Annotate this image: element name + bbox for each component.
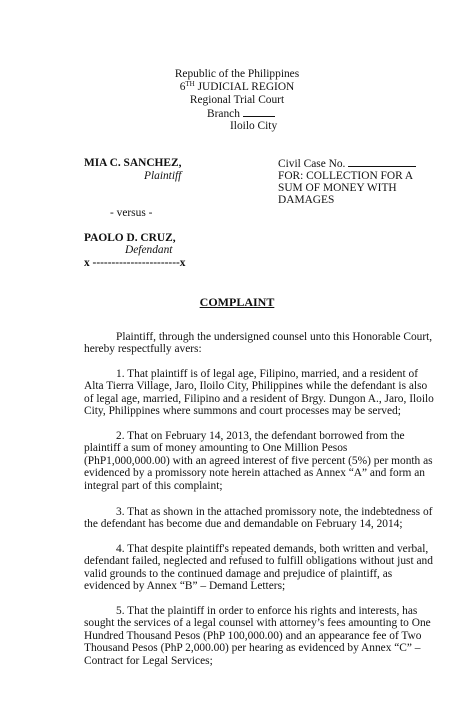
paragraph-line: evidenced by Annex “B” – Demand Letters;	[84, 580, 286, 593]
paragraph-line: of legal age, married, Filipino and a resident of Brgy. Dungon A., Jaro, Iloilo	[84, 392, 434, 405]
paragraph-line: evidenced by a promissory note herein attached as Annex “A” and form an	[84, 467, 425, 480]
paragraph-line: Thousand Pesos (PhP 2,000.00) per hearing as evidenced by Annex “C” –	[84, 642, 421, 655]
case-nature-line3: DAMAGES	[278, 194, 335, 206]
paragraph-line: Hundred Thousand Pesos (PhP 100,000.00) and an appearance fee of Two	[84, 629, 422, 642]
paragraph-3	[84, 506, 433, 531]
case-nature-line1: FOR: COLLECTION FOR A	[278, 170, 414, 182]
caption-divider: x -----------------------x	[84, 257, 186, 269]
paragraph-line: integral part of this complaint;	[84, 479, 223, 492]
paragraph-line: Alta Tierra Village, Jaro, Iloilo City, Philippines while the defendant is also	[84, 380, 428, 393]
defendant-name: PAOLO D. CRUZ,	[84, 232, 176, 244]
plaintiff-role: Plaintiff	[144, 170, 182, 182]
paragraph-line: defendant failed, neglected and refused to fulfill obligations without just and	[84, 555, 433, 568]
paragraph-line: 3. That as shown in the attached promissory note, the indebtedness of	[116, 506, 433, 518]
intro-line: hereby respectfully avers:	[84, 343, 202, 356]
paragraph-5	[84, 605, 431, 667]
paragraph-line: 2. That on February 14, 2013, the defendant borrowed from the	[116, 430, 405, 442]
header-court: Regional Trial Court	[189, 94, 285, 106]
defendant-role: Defendant	[125, 244, 173, 256]
intro-paragraph	[84, 331, 433, 356]
paragraph-line: 1. That plaintiff is of legal age, Filipino, married, and a resident of	[116, 368, 418, 380]
header-branch: Branch	[207, 107, 275, 120]
case-nature-line2: SUM OF MONEY WITH	[278, 182, 397, 194]
header-region: 6TH JUDICIAL REGION	[179, 80, 295, 93]
paragraph-4	[84, 543, 433, 593]
paragraph-1	[84, 368, 434, 418]
paragraph-line: (PhP1,000,000.00) with an agreed interest of five percent (5%) per month as	[84, 454, 433, 467]
paragraph-line: Contract for Legal Services;	[84, 654, 213, 667]
intro-line: Plaintiff, through the undersigned counsel unto this Honorable Court,	[116, 331, 433, 343]
paragraph-2	[84, 430, 433, 492]
paragraph-line: 5. That the plaintiff in order to enforce his rights and interests, has	[116, 605, 418, 617]
paragraph-line: 4. That despite plaintiff's repeated demands, both written and verbal,	[116, 543, 429, 555]
document-title: COMPLAINT	[199, 295, 275, 309]
header-city: Iloilo City	[230, 120, 278, 132]
paragraph-line: City, Philippines where summons and court processes may be served;	[84, 405, 401, 418]
branch-blank	[243, 107, 275, 117]
paragraph-line: the defendant has become due and demandable on February 14, 2014;	[84, 518, 403, 531]
civil-case-number: Civil Case No.	[278, 157, 416, 170]
case-number-blank	[348, 157, 416, 167]
paragraph-line: sought the services of a legal counsel with attorney’s fees amounting to One	[84, 617, 431, 630]
versus-label: - versus -	[110, 207, 153, 219]
paragraph-line: plaintiff a sum of money amounting to One Million Pesos	[84, 442, 348, 455]
plaintiff-name: MIA C. SANCHEZ,	[84, 157, 182, 169]
header-republic: Republic of the Philippines	[174, 68, 300, 80]
paragraph-line: valid grounds to the continued damage and prejudice of plaintiff, as	[84, 567, 393, 580]
